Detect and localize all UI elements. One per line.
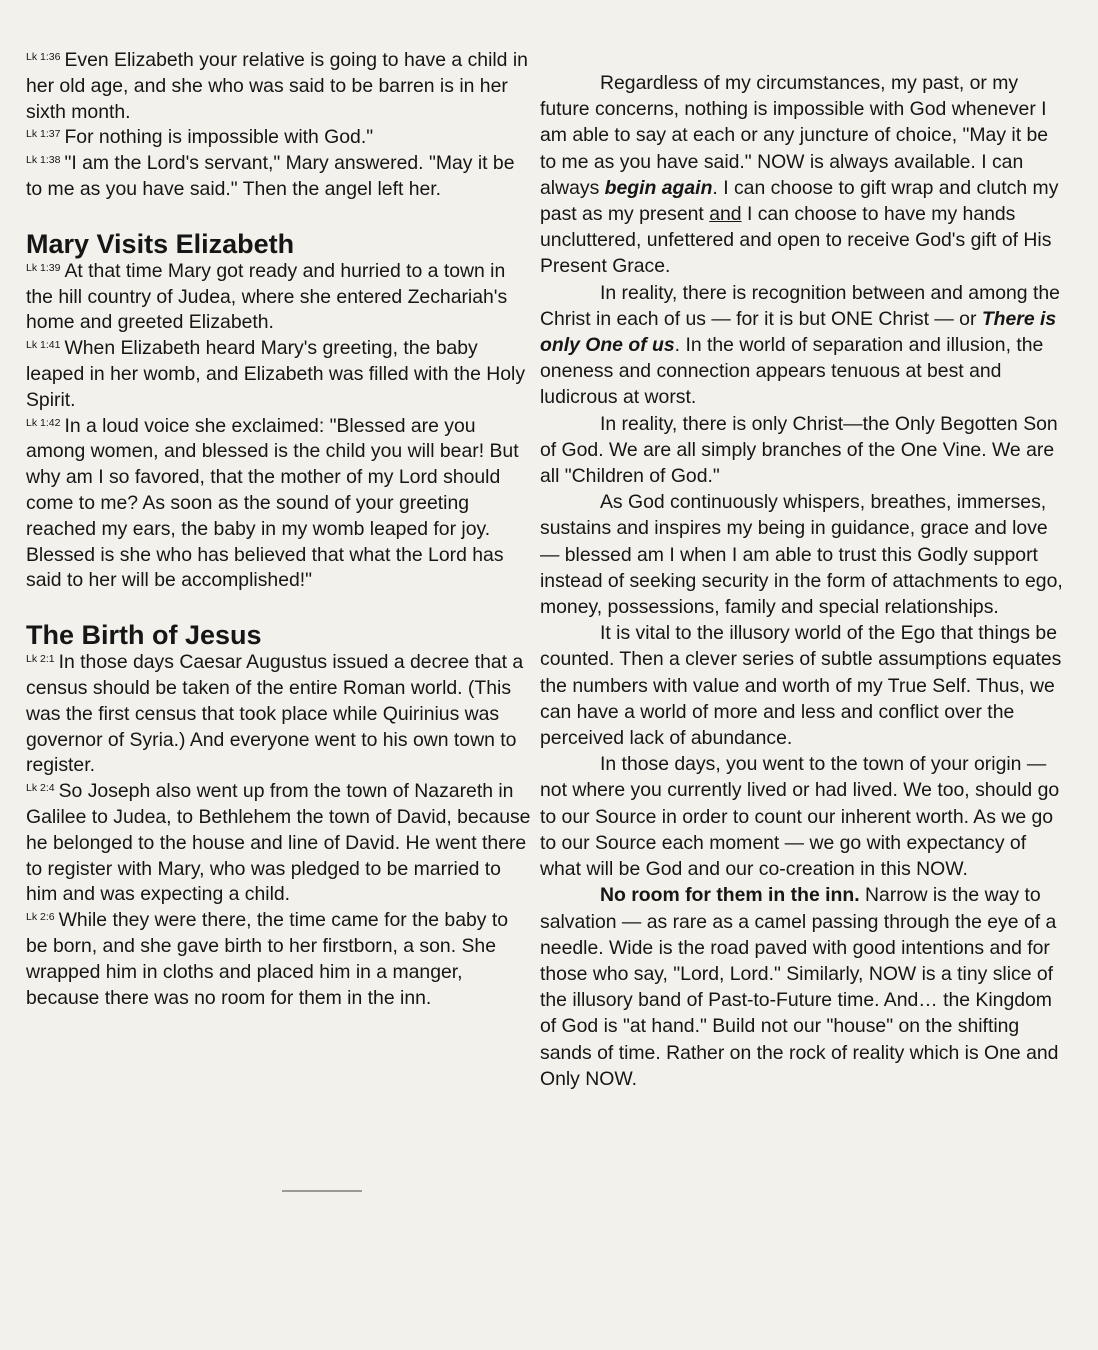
reflection-paragraph <box>540 280 1068 411</box>
reflection-paragraph: In reality, there is only Christ—the Only Begotten Son of God. We are all simply branches of the One Vine. We are all "Children of God." <box>540 412 1058 488</box>
verse-ref: Lk 1:41 <box>26 339 61 352</box>
right-column <box>540 70 1068 1092</box>
underlined-and: and <box>709 203 742 226</box>
emphasis-begin-again: begin again <box>604 176 713 199</box>
verse-ref: Lk 1:39 <box>26 261 61 274</box>
text-run: . In the world of separation and illusion, the oneness and connection appears tenuous at best and ludicrous at worst. <box>540 334 1044 409</box>
text-run: In reality, there is recognition between and among the Christ in each of us — for it is but ONE Christ — or <box>540 281 1060 330</box>
verse-text: For nothing is impossible with God." <box>64 126 374 149</box>
verse-text: At that time Mary got ready and hurried to a town in the hill country of Judea, where she entered Zechariah's home and greeted Elizabeth. <box>26 259 508 334</box>
reflection-paragraph <box>540 882 1068 1092</box>
verse-text: "I am the Lord's servant," Mary answered. "May it be to me as you have said." Then the angel left her. <box>26 152 515 200</box>
verse <box>26 48 534 125</box>
verse-ref: Lk 1:37 <box>26 128 61 141</box>
section-heading-birth-of-jesus: The Birth of Jesus <box>26 620 262 651</box>
verse-ref: Lk 2:6 <box>26 911 55 924</box>
verse <box>26 125 534 151</box>
verse-text: When Elizabeth heard Mary's greeting, the baby leaped in her womb, and Elizabeth was filled with the Holy Spirit. <box>26 337 526 411</box>
verse <box>26 779 534 908</box>
verse <box>26 414 534 595</box>
text-run: I can choose to have my hands uncluttered, unfettered and open to receive God's gift of His Present Grace. <box>540 203 1052 278</box>
verse-text: Even Elizabeth your relative is going to have a child in her old age, and she who was said to be barren is in her sixth month. <box>26 49 528 123</box>
verse-ref: Lk 1:36 <box>26 51 61 63</box>
text-run: Regardless of my circumstances, my past, or my future concerns, nothing is impossible with God whenever I am able to say at each or any juncture of choice, "May it be to me as you have said." NOW is always available. I can always <box>540 72 1049 199</box>
verse <box>26 336 534 413</box>
verse-ref: Lk 2:4 <box>26 782 55 795</box>
verse-ref: Lk 1:38 <box>26 154 61 167</box>
reflection-paragraph <box>540 70 1068 280</box>
section-heading-mary-visits-elizabeth: Mary Visits Elizabeth <box>26 228 295 259</box>
verse <box>26 650 534 779</box>
reflection-paragraph: As God continuously whispers, breathes, immerses, sustains and inspires my being in guidance, grace and love — blessed am I when I am able to trust this Godly support instead of seeking security in the form of attachments to ego, money, possessions, family and special relationships. <box>540 491 1063 619</box>
verse-text: So Joseph also went up from the town of Nazareth in Galilee to Judea, to Bethlehem the town of David, because he belonged to the house and line of David. He went there to register with Mary, who was pledged to be married to him and was expecting a child. <box>26 780 531 906</box>
verse-text: In a loud voice she exclaimed: "Blessed are you among women, and blessed is the child you will bear! But why am I so favored, that the mother of my Lord should come to me? As soon as the sound of your greeting reached my ears, the baby in my womb leaped for joy. Blessed is she who has believed that what the Lord has said to her will be accomplished!" <box>26 414 519 592</box>
verse <box>26 908 534 1011</box>
verse-ref: Lk 1:42 <box>26 416 61 429</box>
left-column <box>26 48 534 1011</box>
verse-text: In those days Caesar Augustus issued a decree that a census should be taken of the entire Roman world. (This was the first census that took place while Quirinius was governor of Syria.) And everyone went to his own town to register. <box>26 651 524 777</box>
text-run: . I can choose to gift wrap and clutch my past as my present <box>540 176 1059 226</box>
reflection-paragraph: In those days, you went to the town of your origin — not where you currently lived or had lived. We too, should go to our Source in order to count our inherent worth. As we go to our Source each moment — we go with expectancy of what will be God and our co-creation in this NOW. <box>540 753 1060 881</box>
emphasis-no-room: No room for them in the inn. <box>600 884 860 907</box>
emphasis-only-one-of-us: There is only One of us <box>540 307 1057 357</box>
text-run: Narrow is the way to salvation — as rare as a camel passing through the eye of a needle. Wide is the road paved with good intentions and for those who say, "Lord, Lord." Similarly, NOW is a tiny slice of the illusory band of Past-to-Future time. And… the Kingdom of God is "at hand." Build not our "house" on the shifting sands of time. Rather on the rock of reality which is One and Only NOW. <box>540 884 1059 1090</box>
reflection-paragraph: It is vital to the illusory world of the Ego that things be counted. Then a clever series of subtle assumptions equates the numbers with value and worth of my True Self. Thus, we can have a world of more and less and conflict over the perceived lack of abundance. <box>540 622 1062 750</box>
verse <box>26 259 534 336</box>
divider-line <box>282 1190 362 1192</box>
verse-text: While they were there, the time came for the baby to be born, and she gave birth to her firstborn, a son. She wrapped him in cloths and placed him in a manger, because there was no room for them in the inn. <box>26 909 509 1009</box>
verse-ref: Lk 2:1 <box>26 653 55 666</box>
verse <box>26 151 534 203</box>
